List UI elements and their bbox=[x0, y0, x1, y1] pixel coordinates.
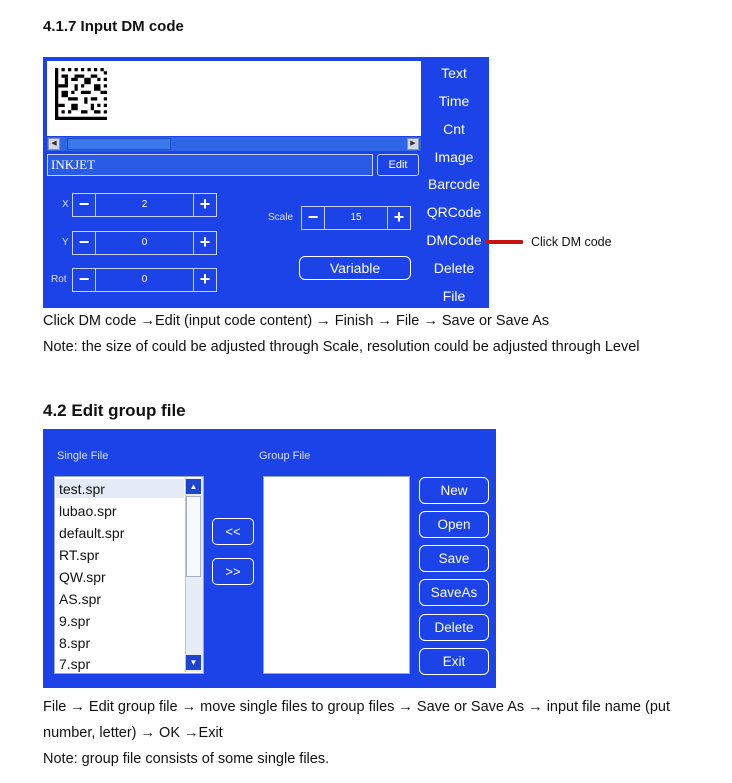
scale-stepper[interactable] bbox=[301, 206, 411, 230]
single-file-list[interactable] bbox=[54, 476, 204, 674]
horizontal-scrollbar[interactable] bbox=[47, 137, 421, 151]
scale-value[interactable]: 15 bbox=[325, 206, 387, 230]
scroll-right-icon[interactable]: ▶ bbox=[407, 138, 419, 150]
delete-button[interactable]: Delete bbox=[419, 614, 489, 641]
instruction-line: Click DM code →Edit (input code content) → Finish → File → Save or Save As bbox=[43, 313, 550, 329]
rot-minus-button[interactable]: − bbox=[72, 268, 96, 292]
x-minus-button[interactable]: − bbox=[72, 193, 96, 217]
rot-label: Rot bbox=[51, 274, 67, 285]
datamatrix-image bbox=[55, 68, 107, 120]
scroll-thumb[interactable] bbox=[186, 496, 201, 577]
scroll-down-icon[interactable]: ▼ bbox=[186, 655, 201, 670]
callout-arrow bbox=[485, 240, 523, 244]
rot-plus-button[interactable]: + bbox=[193, 268, 217, 292]
y-minus-button[interactable]: − bbox=[72, 231, 96, 255]
instruction-line-cont: number, letter) → OK →Exit bbox=[43, 725, 223, 741]
list-item[interactable]: RT.spr bbox=[59, 547, 100, 563]
save-as-button[interactable]: SaveAs bbox=[419, 579, 489, 606]
list-item[interactable]: lubao.spr bbox=[59, 503, 117, 519]
list-item[interactable]: test.spr bbox=[59, 481, 105, 497]
menu-item-qrcode[interactable]: QRCode bbox=[426, 204, 482, 220]
y-value[interactable]: 0 bbox=[96, 231, 193, 255]
move-left-button[interactable]: << bbox=[212, 518, 254, 545]
list-item[interactable]: QW.spr bbox=[59, 569, 106, 585]
rot-value[interactable]: 0 bbox=[96, 268, 193, 292]
move-right-button[interactable]: >> bbox=[212, 558, 254, 585]
menu-item-image[interactable]: Image bbox=[434, 149, 474, 165]
list-item[interactable]: 9.spr bbox=[59, 613, 91, 629]
x-label: X bbox=[62, 199, 69, 210]
x-stepper[interactable] bbox=[72, 193, 217, 217]
menu-item-barcode[interactable]: Barcode bbox=[427, 176, 481, 192]
y-plus-button[interactable]: + bbox=[193, 231, 217, 255]
section-heading-4-1-7: 4.1.7 Input DM code bbox=[43, 18, 184, 35]
new-button[interactable]: New bbox=[419, 477, 489, 504]
scroll-up-icon[interactable]: ▲ bbox=[186, 479, 201, 494]
y-label: Y bbox=[62, 237, 69, 248]
x-plus-button[interactable]: + bbox=[193, 193, 217, 217]
rot-stepper[interactable] bbox=[72, 268, 217, 292]
callout-label: Click DM code bbox=[531, 235, 612, 249]
open-button[interactable]: Open bbox=[419, 511, 489, 538]
group-file-title: Group File bbox=[259, 450, 311, 462]
y-stepper[interactable] bbox=[72, 231, 217, 255]
list-item[interactable]: 8.spr bbox=[59, 635, 91, 651]
exit-button[interactable]: Exit bbox=[419, 648, 489, 675]
object-name-field[interactable]: INKJET bbox=[47, 154, 373, 176]
menu-item-file[interactable]: File bbox=[442, 288, 466, 304]
menu-item-text[interactable]: Text bbox=[441, 65, 467, 81]
scroll-left-icon[interactable]: ◀ bbox=[48, 138, 60, 150]
note-line: Note: group file consists of some single files. bbox=[43, 751, 330, 767]
single-file-title: Single File bbox=[57, 450, 109, 462]
menu-item-time[interactable]: Time bbox=[438, 93, 470, 109]
menu-item-delete[interactable]: Delete bbox=[433, 260, 475, 276]
menu-item-dmcode[interactable]: DMCode bbox=[426, 232, 482, 248]
dm-editor-panel bbox=[43, 57, 489, 308]
edit-button[interactable]: Edit bbox=[377, 154, 419, 176]
preview-canvas[interactable] bbox=[47, 61, 421, 136]
list-item[interactable]: AS.spr bbox=[59, 591, 102, 607]
note-line: Note: the size of could be adjusted through Scale, resolution could be adjusted through Level bbox=[43, 339, 640, 355]
scale-label: Scale bbox=[268, 212, 294, 223]
save-button[interactable]: Save bbox=[419, 545, 489, 572]
scale-plus-button[interactable]: + bbox=[387, 206, 411, 230]
menu-item-cnt[interactable]: Cnt bbox=[443, 121, 465, 137]
scale-minus-button[interactable]: − bbox=[301, 206, 325, 230]
list-item[interactable]: 7.spr bbox=[59, 656, 91, 672]
variable-button[interactable]: Variable bbox=[299, 256, 411, 280]
list-item[interactable]: default.spr bbox=[59, 525, 125, 541]
x-value[interactable]: 2 bbox=[96, 193, 193, 217]
instruction-line: File → Edit group file → move single files to group files → Save or Save As → input file name (put bbox=[43, 699, 671, 715]
section-heading-4-2: 4.2 Edit group file bbox=[43, 401, 186, 420]
scroll-thumb[interactable] bbox=[67, 138, 171, 150]
group-file-list[interactable] bbox=[263, 476, 410, 674]
group-file-panel bbox=[43, 429, 496, 688]
